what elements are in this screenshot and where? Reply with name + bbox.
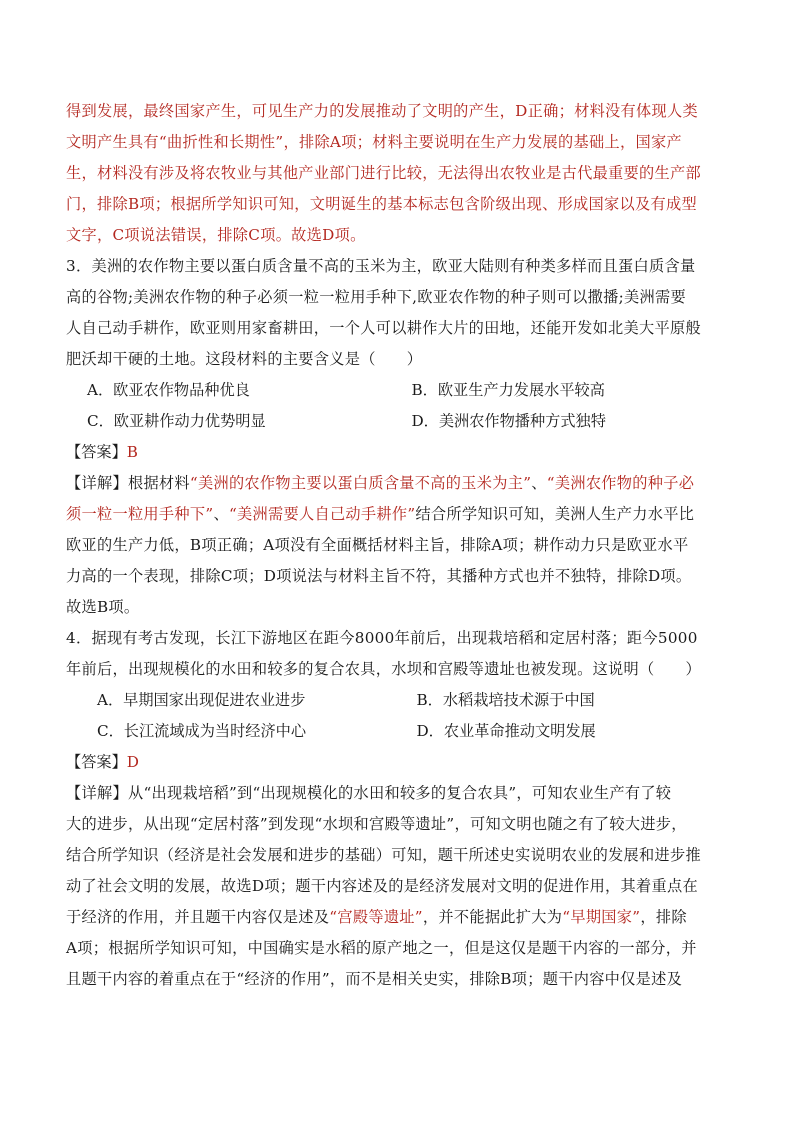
text-line: 门，排除B项；根据所学知识可知，文明诞生的基本标志包含阶级出现、形成国家以及有成型 [66,195,697,213]
detail-tag: 【详解】 [66,784,128,802]
detail-line: A项；根据所学知识可知，中国确实是水稻的原产地之一，但是这仅是题干内容的一部分，并 [66,939,697,957]
answer-line [66,747,736,778]
detail-text: 、 [531,474,547,492]
text-line: 文字，C项说法错误，排除C项。故选D项。 [66,226,366,244]
quoted-material: 须一粒一粒用手种下” [66,505,214,523]
previous-explanation [66,96,736,251]
detail-line: 且题干内容的着重点在于“经济的作用”，而不是相关史实，排除B项；题干内容中仅是述及 [66,970,683,988]
text-line: 得到发展，最终国家产生，可见生产力的发展推动了文明的产生，D正确；材料没有体现人类 [66,102,698,120]
detail-line: 大的进步，从出现“定居村落”到发现“水坝和宫殿等遗址”，可知文明也随之有了较大进步， [66,815,687,833]
option-b: B．水稻栽培技术源于中国 [416,691,595,709]
detail-line [66,499,736,530]
text-line: 文明产生具有“曲折性和长期性”，排除A项；材料主要说明在生产力发展的基础上，国家产 [66,133,682,151]
detail-line: 力高的一个表现，排除C项；D项说法与材料主旨不符，其播种方式也并不独特，排除D项。 [66,567,692,585]
options-row [66,375,736,406]
detail-line: 动了社会文明的发展，故选D项；题干内容述及的是经济发展对文明的促进作用，其着重点在 [66,877,698,895]
detail-text: 从“出现栽培稻”到“出现规模化的水田和较多的复合农具”，可知农业生产有了较 [127,784,672,802]
option-c: C．欧亚耕作动力优势明显 [87,412,266,430]
quoted-material: “宫殿等遗址” [329,908,423,926]
detail-text: ，并不能据此扩大为 [422,908,563,926]
text-line: 生，材料没有涉及将农牧业与其他产业部门进行比较，无法得出农牧业是古代最重要的生产部 [66,164,701,182]
detail-text: 于经济的作用，并且题干内容仅是述及 [66,908,330,926]
detail-tag: 【详解】 [66,474,128,492]
quoted-material: “美洲农作物的种子必 [546,474,695,492]
option-b: B．欧亚生产力发展水平较高 [411,381,605,399]
detail-text: 、 [213,505,229,523]
options-row [66,406,736,437]
question-4 [66,623,736,995]
detail-line [66,778,736,809]
quoted-material: “美洲的农作物主要以蛋白质含量不高的玉米为主” [189,474,532,492]
detail-line: 结合所学知识（经济是社会发展和进步的基础）可知，题干所述史实说明农业的发展和进步推 [66,846,701,864]
option-a: A．欧亚农作物品种优良 [87,381,250,399]
detail-text: 结合所学知识可知，美洲人生产力水平比 [415,505,695,523]
question-stem-line: 人自己动手耕作，欧亚则用家畜耕田，一个人可以耕作大片的田地，还能开发如北美大平原般 [66,319,701,337]
question-stem-line: 年前后，出现规模化的水田和较多的复合农具，水坝和宫殿等遗址也被发现。这说明（ ） [66,660,701,678]
answer-tag: 【答案】 [66,443,127,461]
detail-text: 根据材料 [127,474,190,492]
option-c: C．长江流域成为当时经济中心 [97,722,307,740]
question-stem-line: 3．美洲的农作物主要以蛋白质含量不高的玉米为主，欧亚大陆则有种类多样而且蛋白质含量 [66,257,696,275]
question-stem-line: 肥沃却干硬的土地。这段材料的主要含义是（ ） [66,350,423,368]
detail-line [66,902,736,933]
answer-value: B [126,443,138,461]
quoted-material: “美洲需要人自己动手耕作” [228,505,416,523]
detail-line [66,468,736,499]
answer-line [66,437,736,468]
document-page [66,96,736,995]
answer-value: D [126,753,139,771]
answer-tag: 【答案】 [66,753,127,771]
option-d: D．农业革命推动文明发展 [416,722,596,740]
options-row [66,685,736,716]
option-d: D．美洲农作物播种方式独特 [411,412,606,430]
option-a: A．早期国家出现促进农业进步 [97,691,306,709]
quoted-material: “早期国家” [562,908,641,926]
detail-line: 欧亚的生产力低，B项正确；A项没有全面概括材料主旨，排除A项；耕作动力只是欧亚水平 [66,536,689,554]
question-3 [66,251,736,623]
detail-text: ，排除 [640,908,687,926]
question-stem-line: 4．据现有考古发现，长江下游地区在距今8000年前后，出现栽培稻和定居村落；距今5000 [66,629,698,647]
question-stem-line: 高的谷物;美洲农作物的种子必须一粒一粒用手种下,欧亚农作物的种子则可以撒播;美洲需要 [66,288,686,306]
detail-line: 故选B项。 [66,598,140,616]
options-row [66,716,736,747]
